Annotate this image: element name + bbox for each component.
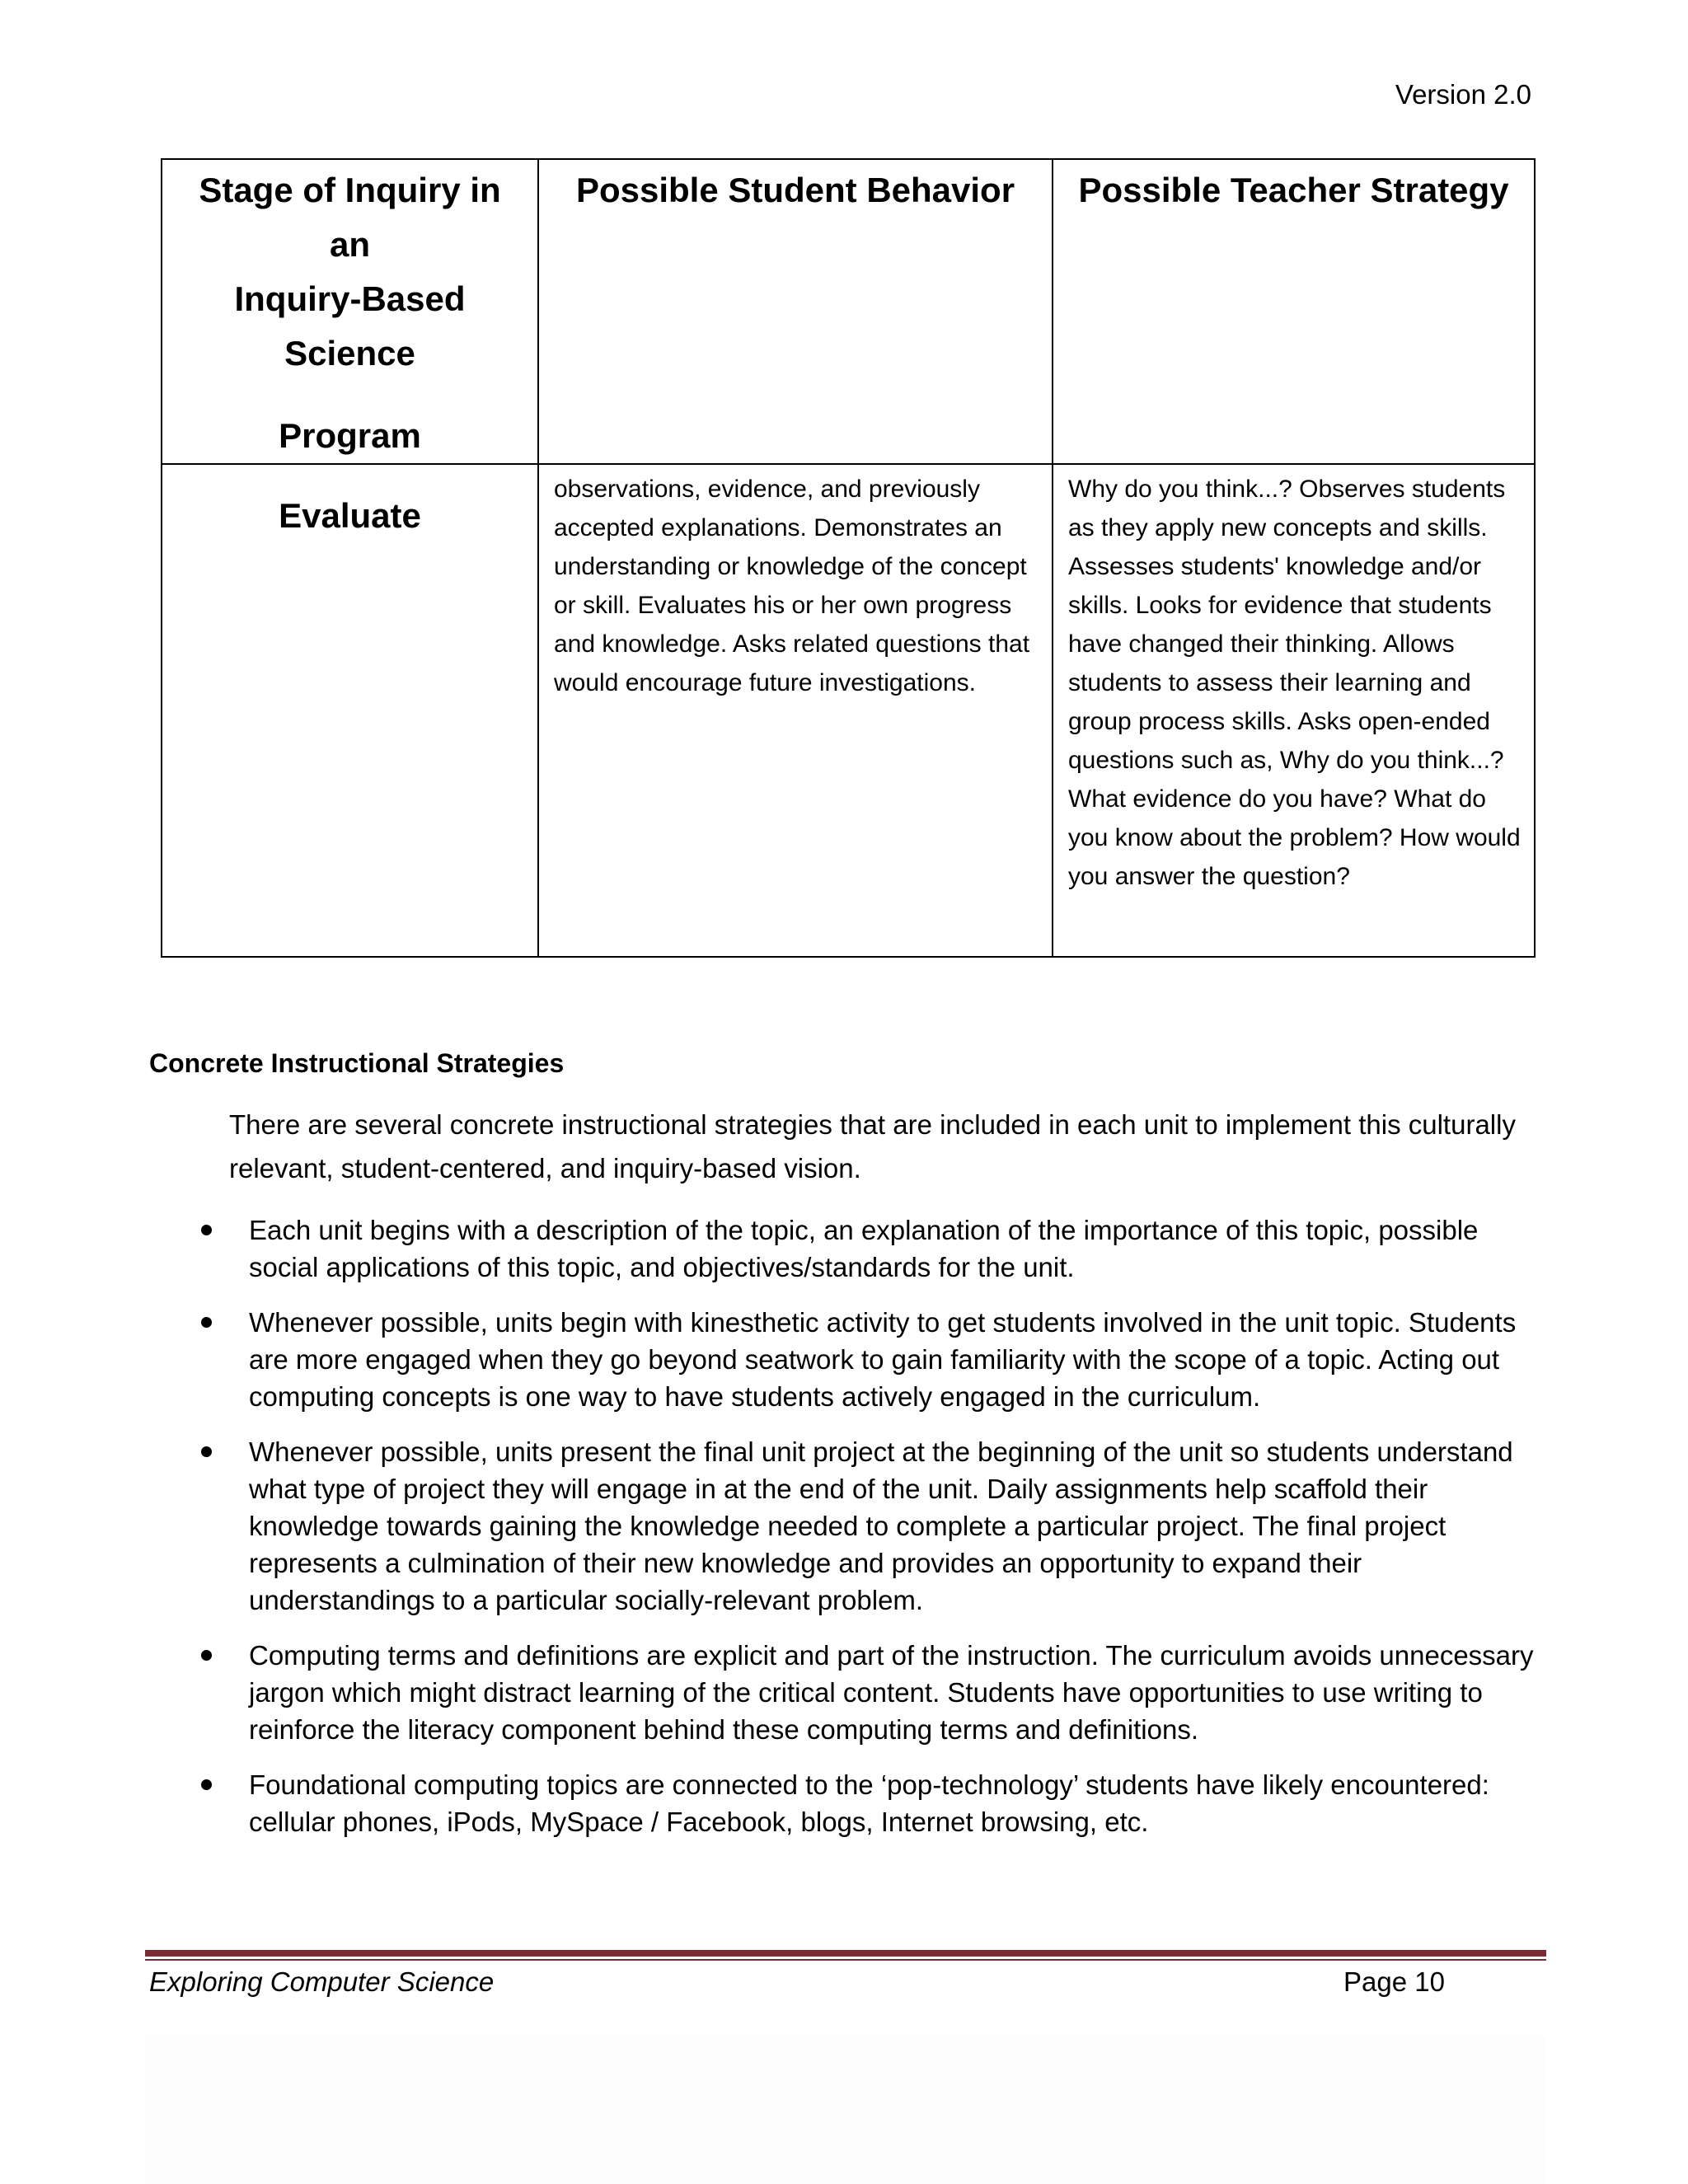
header-stage-program: Program: [279, 416, 421, 455]
header-stage-line-2: Inquiry-Based: [234, 279, 466, 318]
header-stage-line-3: Science: [284, 334, 415, 373]
list-item: [249, 1433, 1551, 1619]
list-item-text: Whenever possible, units begin with kinesthetic activity to get students involved in the unit topic. Students are more engaged when they go beyond seatwork to gain familiarity with the scope of a topic. Acting out computing concepts is one way to have students actively engaged in the curriculum.: [249, 1307, 1517, 1412]
stage-cell: [162, 464, 538, 957]
inquiry-stage-table: [161, 158, 1536, 958]
header-stage: [162, 159, 538, 464]
list-item: [249, 1304, 1551, 1415]
list-item: [249, 1212, 1551, 1286]
footer-page-number: Page 10: [1343, 1966, 1445, 1997]
list-item-text: Each unit begins with a description of the topic, an explanation of the importance of this topic, possible social applications of this topic, and objectives/standards for the unit.: [249, 1215, 1479, 1282]
version-label: Version 2.0: [1395, 79, 1531, 110]
footer-title: Exploring Computer Science: [149, 1966, 495, 1997]
table-header-row: [162, 159, 1535, 464]
header-teacher-strategy: Possible Teacher Strategy: [1053, 159, 1535, 464]
teacher-strategy-cell: Why do you think...? Observes students as they apply new concepts and skills. Assesses students' knowledge and/or skills. Looks for evidence that students have changed their thinking. Allows students to assess their learning and group process skills. Asks open-ended questions such as, Why do you think...? What evidence do you have? What do you know about the problem? How would you answer the question?: [1053, 464, 1535, 957]
footer-divider: [145, 1950, 1546, 1957]
bullet-icon: [201, 1317, 212, 1328]
bullet-icon: [201, 1225, 212, 1235]
bullet-icon: [201, 1446, 212, 1457]
list-item-text: Whenever possible, units present the final unit project at the beginning of the unit so students understand what type of project they will engage in at the end of the unit. Daily assignments help scaffold their knowledge towards gaining the knowledge needed to complete a particular project. The final project represents a culmination of their new knowledge and provides an opportunity to expand their understandings to a particular socially-relevant problem.: [249, 1436, 1513, 1615]
footer-divider-thin: [145, 1959, 1546, 1961]
bullet-icon: [201, 1779, 212, 1790]
list-item-text: Computing terms and definitions are explicit and part of the instruction. The curriculum avoids unnecessary jargon which might distract learning of the critical content. Students have opportunities to use writing to reinforce the literacy component behind these computing terms and definitions.: [249, 1640, 1534, 1745]
student-behavior-cell: observations, evidence, and previously accepted explanations. Demonstrates an understanding or knowledge of the concept or skill. Evaluates his or her own progress and knowledge. Asks related questions that would encourage future investigations.: [538, 464, 1053, 957]
bullet-icon: [201, 1650, 212, 1661]
section-title: Concrete Instructional Strategies: [149, 1048, 565, 1078]
section-intro: There are several concrete instructional strategies that are included in each unit to implement this culturally relevant, student-centered, and inquiry-based vision.: [229, 1109, 1516, 1183]
list-item: [249, 1766, 1551, 1840]
header-student-behavior: Possible Student Behavior: [538, 159, 1053, 464]
table-row: [162, 464, 1535, 957]
list-item: [249, 1637, 1551, 1748]
page-bottom-margin: [145, 2036, 1546, 2184]
stage-label: Evaluate: [279, 496, 421, 535]
header-stage-line-1: Stage of Inquiry in an: [199, 171, 501, 264]
list-item-text: Foundational computing topics are connected to the ‘pop-technology’ students have likely encountered: cellular phones, iPods, MySpace / Facebook, blogs, Internet browsing, etc.: [249, 1769, 1489, 1837]
strategy-list: [249, 1212, 1551, 1858]
